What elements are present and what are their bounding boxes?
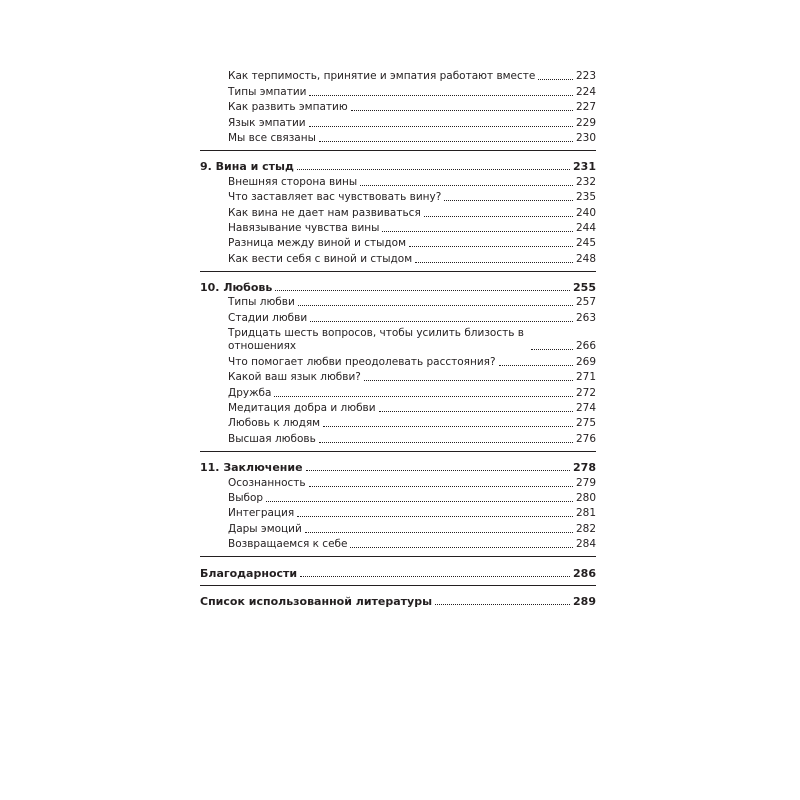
section-title: Как развить эмпатию — [228, 101, 348, 114]
dot-leader — [444, 200, 573, 201]
toc-chapter-entry[interactable] — [200, 459, 596, 474]
page-number: 280 — [575, 491, 596, 504]
page-number: 257 — [575, 296, 596, 309]
toc-chapter-entry[interactable] — [200, 564, 596, 579]
dot-leader — [323, 426, 573, 427]
section-title: Что заставляет вас чувствовать вину? — [228, 191, 442, 204]
page-number: 224 — [575, 85, 596, 98]
toc-section-entry[interactable] — [200, 474, 596, 489]
toc-section-entry[interactable] — [200, 353, 596, 368]
toc-section-entry[interactable] — [200, 173, 596, 188]
section-title: Что помогает любви преодолевать расстояния? — [228, 355, 496, 368]
dot-leader — [274, 396, 573, 397]
section-title: Выбор — [228, 491, 264, 504]
section-title: Разница между виной и стыдом — [228, 237, 407, 250]
section-title: Дары эмоций — [228, 522, 302, 535]
section-title: Возвращаемся к себе — [228, 538, 348, 551]
page-number: 227 — [575, 101, 596, 114]
dot-leader — [300, 576, 570, 577]
chapter-title: 11. Заключение — [200, 461, 303, 475]
toc-chapter-entry[interactable] — [200, 158, 596, 173]
toc-section-entry[interactable] — [200, 325, 596, 354]
toc-section-entry[interactable] — [200, 400, 596, 415]
page-number: 286 — [573, 566, 596, 580]
page-number: 232 — [575, 175, 596, 188]
page-number: 223 — [575, 70, 596, 83]
toc-section-entry[interactable] — [200, 490, 596, 505]
page-number: 269 — [575, 355, 596, 368]
dot-leader — [305, 532, 573, 533]
dot-leader — [306, 470, 570, 471]
toc-section-entry[interactable] — [200, 220, 596, 235]
toc-chapter-block — [200, 593, 596, 608]
toc-section-entry[interactable] — [200, 189, 596, 204]
dot-leader — [409, 246, 573, 247]
toc-section-entry[interactable] — [200, 235, 596, 250]
page-number: 240 — [575, 206, 596, 219]
dot-leader — [297, 516, 573, 517]
dot-leader — [319, 442, 573, 443]
toc-section-entry[interactable] — [200, 204, 596, 219]
dot-leader — [309, 486, 573, 487]
dot-leader — [310, 321, 573, 322]
section-divider — [200, 271, 596, 272]
toc-section-entry[interactable] — [200, 520, 596, 535]
section-title: Медитация добра и любви — [228, 402, 376, 415]
page-number: 229 — [575, 116, 596, 129]
page-number: 245 — [575, 237, 596, 250]
toc-section-entry[interactable] — [200, 430, 596, 445]
toc-section-entry[interactable] — [200, 384, 596, 399]
dot-leader — [415, 262, 573, 263]
toc-section-entry[interactable] — [200, 114, 596, 129]
page-number: 289 — [573, 594, 596, 608]
page-number: 282 — [575, 522, 596, 535]
section-divider — [200, 556, 596, 557]
section-title: Стадии любви — [228, 311, 308, 324]
chapter-title: Список использованной литературы — [200, 594, 433, 608]
page-number: 263 — [575, 311, 596, 324]
toc-section-entry[interactable] — [200, 309, 596, 324]
section-title: Навязывание чувства вины — [228, 221, 380, 234]
dot-leader — [538, 79, 573, 80]
page-number: 266 — [575, 340, 596, 353]
dot-leader — [275, 290, 570, 291]
section-divider — [200, 150, 596, 151]
toc-section-entry[interactable] — [200, 505, 596, 520]
dot-leader — [424, 216, 573, 217]
toc-section-entry[interactable] — [200, 250, 596, 265]
dot-leader — [297, 169, 570, 170]
toc-section-entry[interactable] — [200, 99, 596, 114]
page-number: 230 — [575, 131, 596, 144]
toc-section-entry[interactable] — [200, 415, 596, 430]
dot-leader — [319, 141, 573, 142]
chapter-title: 9. Вина и стыд — [200, 160, 294, 174]
toc-section-entry[interactable] — [200, 294, 596, 309]
toc-section-entry[interactable] — [200, 83, 596, 98]
dot-leader — [309, 126, 573, 127]
section-title: Высшая любовь — [228, 432, 316, 445]
dot-leader — [298, 305, 573, 306]
page-number: 275 — [575, 417, 596, 430]
section-divider — [200, 451, 596, 452]
section-title: Любовь к людям — [228, 417, 321, 430]
page-number: 272 — [575, 386, 596, 399]
section-title: Внешняя сторона вины — [228, 175, 358, 188]
section-title: Осознанность — [228, 476, 306, 489]
section-title: Как вина не дает нам развиваться — [228, 206, 421, 219]
section-title: Тридцать шесть вопросов, чтобы усилить близость в отношениях — [228, 327, 524, 353]
page-number: 279 — [575, 476, 596, 489]
table-of-contents — [200, 68, 596, 608]
page-number: 281 — [575, 507, 596, 520]
section-title: Типы эмпатии — [228, 85, 307, 98]
dot-leader — [309, 95, 572, 96]
toc-section-entry[interactable] — [200, 130, 596, 145]
section-title: Язык эмпатии — [228, 116, 306, 129]
page-number: 255 — [573, 281, 596, 295]
toc-chapter-block — [200, 279, 596, 446]
section-title: Мы все связаны — [228, 131, 316, 144]
toc-section-entry[interactable] — [200, 536, 596, 551]
chapter-title: Благодарности — [200, 566, 298, 580]
page-number: 244 — [575, 221, 596, 234]
section-title: Типы любви — [228, 296, 295, 309]
dot-leader — [382, 231, 573, 232]
toc-chapter-entry[interactable] — [200, 593, 596, 608]
dot-leader — [379, 411, 573, 412]
toc-section-entry[interactable] — [200, 68, 596, 83]
page-number: 235 — [575, 191, 596, 204]
dot-leader — [364, 380, 573, 381]
page-number: 276 — [575, 432, 596, 445]
section-title: Интеграция — [228, 507, 295, 520]
toc-section-entry[interactable] — [200, 369, 596, 384]
section-title: Дружба — [228, 386, 272, 399]
dot-leader — [266, 501, 573, 502]
toc-continued-block — [200, 68, 596, 145]
dot-leader — [351, 110, 573, 111]
section-title: Как вести себя с виной и стыдом — [228, 252, 413, 265]
toc-chapter-block — [200, 158, 596, 266]
dot-leader — [531, 349, 573, 350]
toc-chapter-block — [200, 459, 596, 551]
page-number: 274 — [575, 402, 596, 415]
page-number: 231 — [573, 160, 596, 174]
dot-leader — [350, 547, 572, 548]
toc-chapter-entry[interactable] — [200, 279, 596, 294]
page-number: 248 — [575, 252, 596, 265]
page-number: 284 — [575, 538, 596, 551]
toc-chapter-block — [200, 564, 596, 579]
chapter-title: 10. Любовь — [200, 281, 273, 295]
dot-leader — [499, 365, 573, 366]
section-title: Как терпимость, принятие и эмпатия работают вместе — [228, 70, 536, 83]
page-number: 271 — [575, 371, 596, 384]
section-divider — [200, 585, 596, 586]
page-number: 278 — [573, 461, 596, 475]
dot-leader — [360, 185, 573, 186]
section-title: Какой ваш язык любви? — [228, 371, 361, 384]
dot-leader — [435, 604, 570, 605]
